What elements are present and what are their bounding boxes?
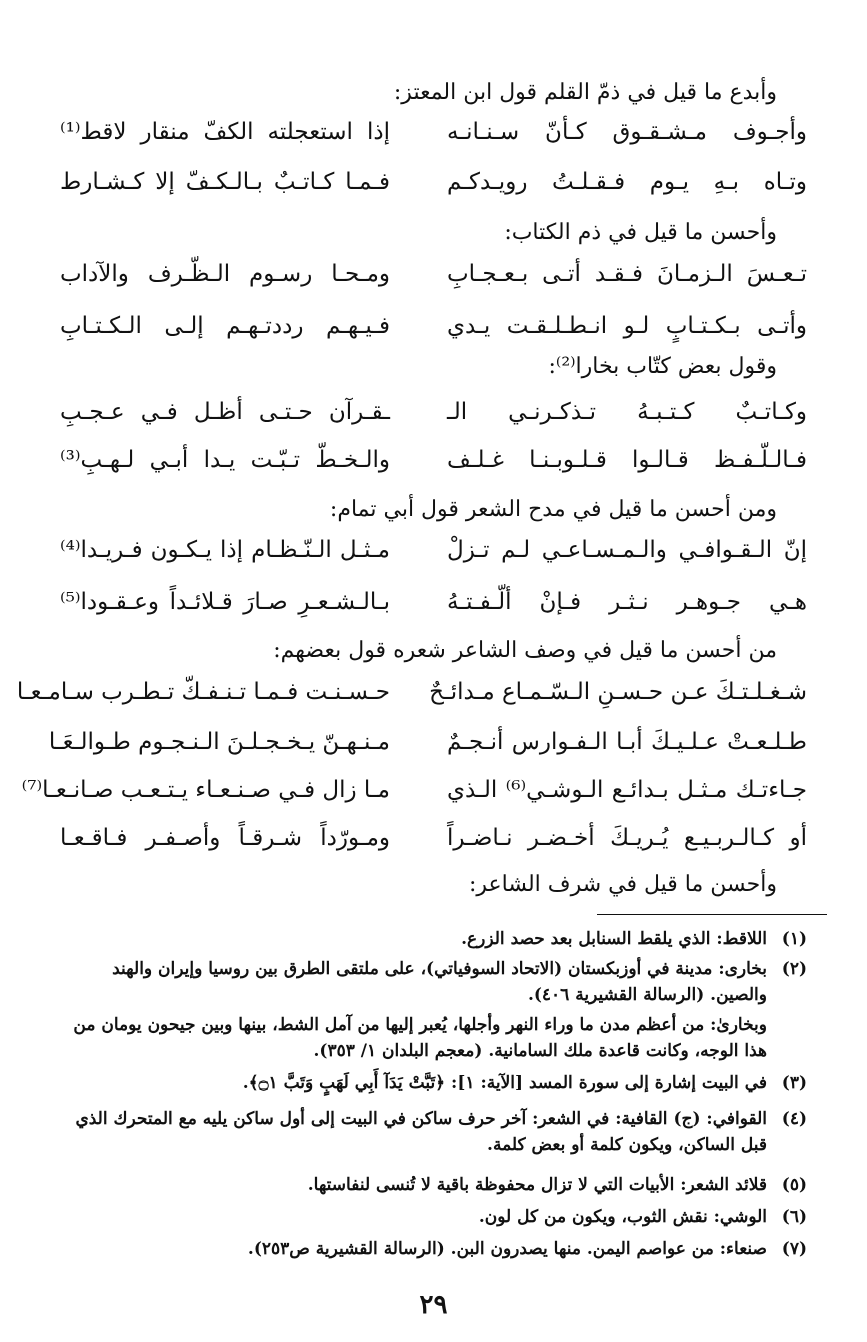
verse-first-hemistich: تـعـسَ الـزمـانَ فـقـد أتـى بـعـجـابِ [447,261,807,287]
footnote [52,1106,807,1158]
verse-second-hemistich: ومـحـا رسـوم الـظّـرف والآداب [60,261,390,287]
intro-kuttab: وأحسن ما قيل في ذم الكتاب: [504,220,777,245]
footnote-number: (٥) [781,1175,807,1195]
footnote-continuation [52,1012,807,1064]
intro-bukhara: وقول بعض كتّاب بخارا⁽²⁾: [548,354,777,379]
verse-first-hemistich: وتـاه بـهِ يـوم فـقـلـتُ رويـدكـم [447,169,807,195]
verse-line [21,770,807,810]
verse-line [60,582,807,622]
footnote [52,926,807,952]
verse-first-hemistich: وأتـى بـكـتـابٍ لـو انـطـلـقـت يـدي [447,313,807,339]
verse-second-hemistich: والـخـطّ تـبّـت يـدا أبـي لـهـبِ⁽³⁾ [60,447,390,473]
verse-line [48,722,807,762]
verse-line [60,530,807,570]
footnote-number: (١) [781,929,807,949]
verse-line [60,306,807,346]
footnote-text: الوشي: نقش الثوب، ويكون من كل لون. [478,1207,767,1227]
verse-first-hemistich: طـلـعـتْ عـلـيـكَ أبـا الـفـوارس أنـجـمٌ [447,729,807,755]
footnote-number: (٤) [781,1109,807,1129]
intro-wasf: من أحسن ما قيل في وصف الشاعر شعره قول بعضهم: [273,638,777,663]
verse-first-hemistich: وكـاتـبٌ كـتـبـهُ تـذكـرنـي الـ [447,399,807,425]
intro-qalam: وأبدع ما قيل في ذمّ القلم قول ابن المعتز: [393,80,777,105]
footnote-number: (٦) [781,1207,807,1227]
verse-second-hemistich: مـثـل الـنّـظـام إذا يـكـون فـريـدا⁽⁴⁾ [60,537,390,563]
footnote-text: اللاقط: الذي يلقط السنابل بعد حصد الزرع. [461,929,767,949]
verse-line [60,162,807,202]
verse-second-hemistich: مـا زال فـي صـنـعـاء يـتـعـب صـانـعـا⁽⁷⁾ [21,777,390,803]
verse-first-hemistich: فـالـلّـفـظ قـالـوا قـلـوبـنـا غـلـف [447,447,807,473]
footnote-text: قلائد الشعر: الأبيات التي لا تزال محفوظة باقية لا تُنسى لنفاستها. [307,1175,767,1195]
footnote-number: (٢) [781,959,807,979]
footnote-text: في البيت إشارة إلى سورة المسد [الآية: ١]: ﴿تَبَّتْ يَدَآ أَبِي لَهَبٍ وَتَبَّ ۝١﴾. [242,1073,767,1093]
footnote [52,1172,807,1198]
verse-line [60,440,807,480]
verse-line [60,254,807,294]
footnote-number: (٧) [781,1239,807,1259]
verse-first-hemistich: جـاءتـك مـثـل بـدائـع الـوشـي⁽⁶⁾ الـذي [447,777,807,803]
verse-second-hemistich: فـيـهـم رددتـهـم إلـى الـكـتـابِ [60,313,390,339]
footnote-divider [597,914,827,915]
verse-first-hemistich: إنّ الـقـوافـي والـمـسـاعـي لـم تـزلْ [447,537,807,563]
verse-first-hemistich: هـي جـوهـر نـثـر فـإنْ ألّـفـتـهُ [447,589,807,615]
verse-line [60,112,807,152]
verse-second-hemistich: بـالـشـعـرِ صـارَ قـلائـداً وعـقـودا⁽⁵⁾ [60,589,390,615]
footnote-text: بخارى: مدينة في أوزبكستان (الاتحاد السوفياتي)، على ملتقى الطرق بين روسيا وإيران والهند والصين. (الرسالة القشيرية ٤٠٦). [112,959,767,1005]
verse-line [60,818,807,858]
verse-second-hemistich: ومـورّداً شـرقـاً وأصـفـر فـاقـعـا [60,825,390,851]
footnote-number: (٣) [781,1073,807,1093]
footnote [52,1070,807,1096]
footnote [52,1236,807,1262]
page-number: ٢٩ [419,1290,448,1320]
footnote-text: وبخارىٰ: من أعظم مدن ما وراء النهر وأجلها، يُعبر إليها من آمل الشط، بينها وبين جيحون يومان من هذا الوجه، وكانت قاعدة ملك السامانية. (معجم البلدان ١/ ٣٥٣). [73,1015,767,1061]
verse-line [60,392,807,432]
intro-abu-tammam: ومن أحسن ما قيل في مدح الشعر قول أبي تمام: [329,497,777,522]
footnote-text: القوافي: (ج) القافية: في الشعر: آخر حرف ساكن في البيت إلى أول ساكن يليه مع المتحرك الذي قبل الساكن، ويكون كلمة أو بعض كلمة. [75,1109,767,1155]
verse-second-hemistich: ـقـرآن حـتـى أظـل فـي عـجـبِ [60,399,390,425]
verse-second-hemistich: مـنـهـنّ يـخـجـلـنَ الـنـجـوم طـوالـعَـا [48,729,390,755]
verse-second-hemistich: إذا استعجلته الكفّ منقار لاقط⁽¹⁾ [60,119,390,145]
intro-sharaf: وأحسن ما قيل في شرف الشاعر: [468,872,777,897]
verse-second-hemistich: فـمـا كـاتـبٌ بـالـكـفّ إلا كـشـارط [60,169,390,195]
verse-first-hemistich: شـغـلـتـكَ عـن حـسـنِ الـسّـمـاع مـدائـحٌ [429,679,807,705]
footnote [52,956,807,1008]
verse-first-hemistich: أو كـالـربـيـع يُـريـكَ أخـضـر نـاضـراً [447,825,807,851]
footnote [52,1204,807,1230]
footnote-text: صنعاء: من عواصم اليمن. منها يصدرون البن. (الرسالة القشيرية ص٢٥٣). [247,1239,767,1259]
verse-second-hemistich: حـسـنـت فـمـا تـنـفـكّ تـطـرب سـامـعـا [16,679,390,705]
verse-line [16,672,807,712]
verse-first-hemistich: وأجـوف مـشـقـوق كـأنّ سـنـانـه [447,119,807,145]
